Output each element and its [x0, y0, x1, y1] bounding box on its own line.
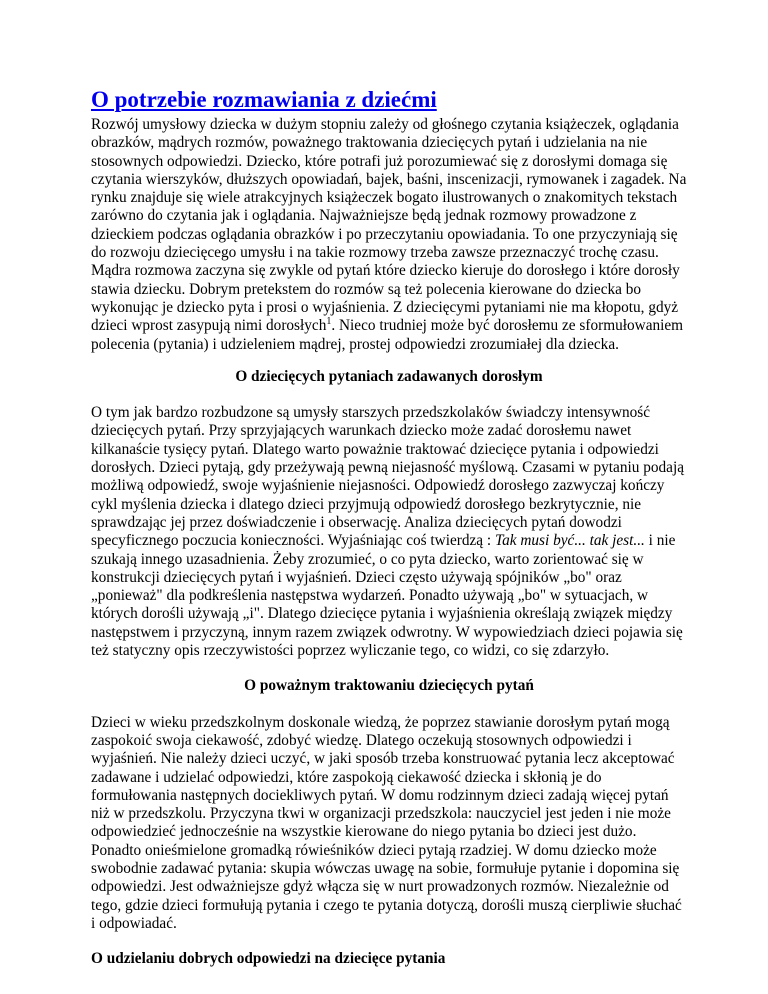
document-page: [91, 86, 687, 968]
intro-text: Rozwój umysłowy dziecka w dużym stopniu zależy od głośnego czytania książeczek, oglądania obrazków, mądrych rozmów, poważnego traktowania dziecięcych pytań i udzielania na nie stosownych odpowiedzi. Dziecko, które potrafi już porozumiewać się z dorosłymi domaga się czytania wierszyków, dłuższych opowiadań, bajek, baśni, inscenizacji, rymowanek i zagadek. Na rynku znajduje się wiele atrakcyjnych książeczek bogato ilustrowanych o znakomitych tekstach zarówno do czytania jak i oglądania. Najważniejsze będą jednak rozmowy prowadzone z dzieckiem podczas oglądania obrazków i po przeczytaniu opowiadania. To one przyczyniają się do rozwoju dziecięcego umysłu i na takie rozmowy trzeba zawsze przeznaczyć trochę czasu. Mądra rozmowa zaczyna się zwykle od pytań które dziecko kieruje do dorosłego i które dorosły stawia dziecku. Dobrym pretekstem do rozmów są też polecenia kierowane do dziecka bo wykonując je dziecko pyta i prosi o wyjaśnienia. Z dziecięcymi pytaniami nie ma kłopotu, gdyż dzieci wprost zasypują nimi dorosłych: [91, 116, 687, 335]
section-serious-paragraph: Dzieci w wieku przedszkolnym doskonale wiedzą, że poprzez stawianie dorosłym pytań mogą zaspokoić swoja ciekawość, zdobyć wiedzę. Dlatego oczekują stosownych odpowiedzi i wyjaśnień. Nie należy dzieci uczyć, w jaki sposób trzeba konstruować pytania lecz akceptować zadawane i udzielać odpowiedzi, które zaspokoją ciekawość dziecka i skłonią je do formułowania następnych dociekliwych pytań. W domu rodzinnym dzieci zadają więcej pytań niż w przedszkolu. Przyczyna tkwi w organizacji przedszkola: nauczyciel jest jeden i nie może odpowiedzieć jednocześnie na wszystkie kierowane do niego pytania bo dzieci jest dużo. Ponadto onieśmielone gromadką rówieśników dzieci pytają rzadziej. W domu dziecko może swobodnie zadawać pytania: skupia wówczas uwagę na sobie, formułuje pytanie i dopomina się odpowiedzi. Jest odważniejsze gdyż włącza się w nurt prowadzonych rozmów. Niezależnie od tego, gdzie dzieci formułują pytania i czego te pytania dotyczą, dorośli muszą cierpliwie słuchać i odpowiadać.: [91, 713, 682, 932]
section-questions-italic: Tak musi być... tak jest...: [495, 532, 645, 550]
spacer: [91, 386, 687, 404]
section-heading-questions: O dziecięcych pytaniach zadawanych dorosłym: [235, 367, 543, 385]
intro-paragraph: [91, 116, 687, 354]
spacer: [91, 660, 687, 677]
section-heading-serious: O poważnym traktowaniu dziecięcych pytań: [244, 677, 534, 695]
section-questions-text-a: O tym jak bardzo rozbudzone są umysły starszych przedszkolaków świadczy intensywność dziecięcych pytań. Przy sprzyjających warunkach dziecko może zadać dorosłemu nawet kilkanaście tysięcy pytań. Dlatego warto poważnie traktować dziecięce pytania i odpowiedzi dorosłych. Dzieci pytają, gdy przeżywają pewną niejasność myślową. Czasami w pytaniu podają możliwą odpowiedź, swoje wyjaśnienie niejasności. Odpowiedź dorosłego zazwyczaj kończy cykl myślenia dziecka i dlatego dzieci przyjmują odpowiedź dorosłego bezkrytycznie, nie sprawdzając jej przez doświadczenie i obserwację. Analiza dziecięcych pytań dowodzi specyficznego poczucia konieczności. Wyjaśniając coś twierdzą :: [91, 404, 684, 550]
page-title[interactable]: O potrzebie rozmawiania z dziećmi: [91, 87, 437, 112]
section-questions-text-b: i nie szukają innego uzasadnienia. Żeby zrozumieć, o co pyta dziecko, warto zorientować się w konstrukcji dziecięcych pytań i wyjaśnień. Dzieci często używają spójników „bo" oraz „ponieważ" dla podkreślenia następstwa wydarzeń. Ponadto używają „bo" w sytuacjach, w których dorośli używają „i". Dlatego dziecięce pytania i wyjaśnienia określają związek między następstwem i przyczyną, innym razem związek odwrotny. W wypowiedziach dzieci pojawia się też statyczny opis rzeczywistości poprzez wyliczanie tego, co widzi, co się zdarzyło.: [91, 532, 683, 660]
section-heading-answers: O udzielaniu dobrych odpowiedzi na dziecięce pytania: [91, 950, 446, 968]
footnote-mark[interactable]: 1: [326, 316, 332, 328]
spacer: [91, 696, 687, 714]
spacer: [91, 354, 687, 368]
spacer: [91, 933, 687, 950]
intro-text-after: . Nieco trudniej może być dorosłemu ze sformułowaniem polecenia (pytania) i udzieleniem mądrej, prostej odpowiedzi zrozumiałej dla dziecka.: [91, 317, 684, 353]
section-questions-paragraph: [91, 404, 687, 660]
